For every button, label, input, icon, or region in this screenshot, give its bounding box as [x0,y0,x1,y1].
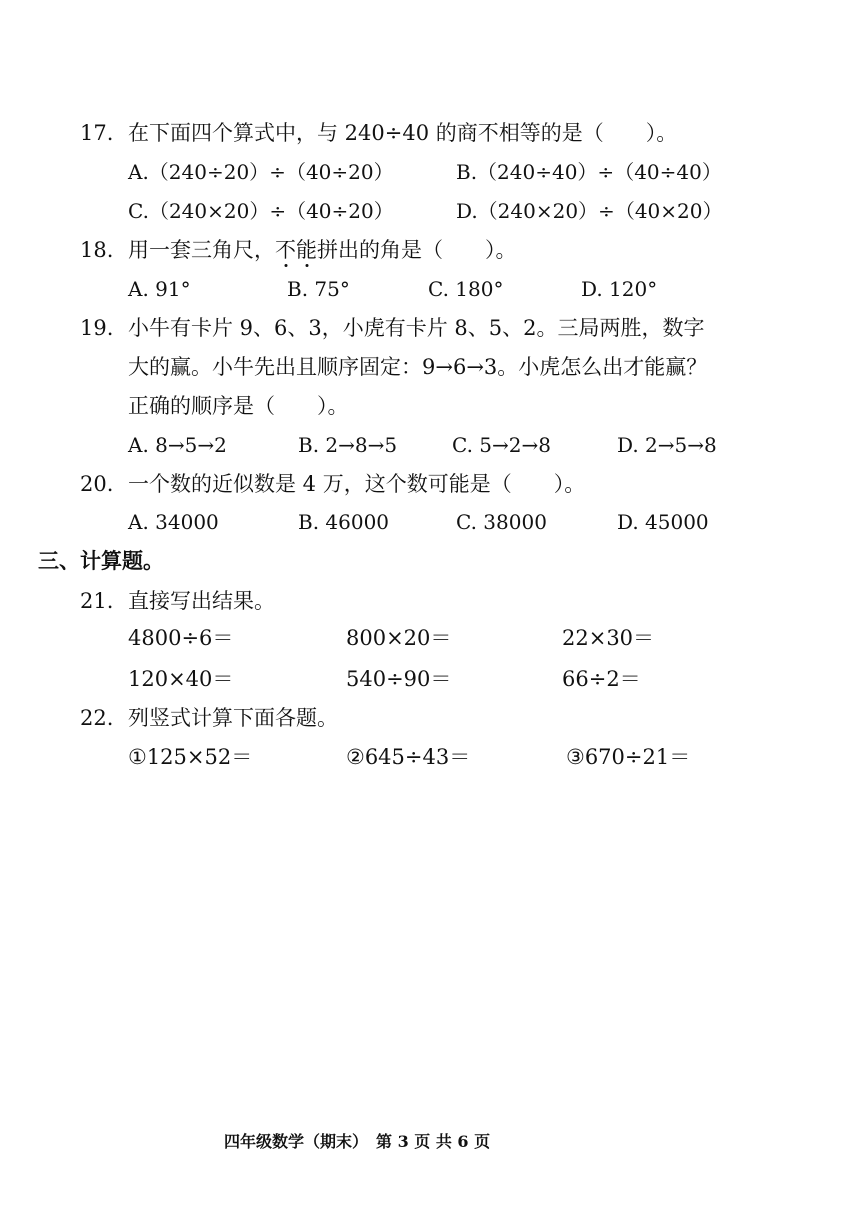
option-d: D. 120° [581,277,658,301]
question-stem-line: 正确的顺序是（ ）。 [128,394,349,418]
option-b: B. 75° [287,277,350,301]
option-c: C. 180° [428,277,504,301]
section-title: 三、计算题。 [38,548,164,573]
question-number: 21. [80,589,114,613]
option-d: D. 45000 [617,510,709,534]
emphasis-char: 不 [275,235,296,265]
option-a: A. 8→5→2 [128,433,227,457]
option-a: A. 91° [128,277,191,301]
stem-text: 拼出的角是（ ）。 [317,238,517,262]
option-a: A.（240÷20）÷（40÷20） [128,160,394,184]
question-stem [128,235,517,265]
option-c: C.（240×20）÷（40÷20） [128,199,394,223]
option-d: D. 2→5→8 [617,433,717,457]
option-b: B. 2→8→5 [298,433,398,457]
question-number: 18. [80,238,114,262]
calc-item: 66÷2＝ [562,667,641,691]
option-c: C. 38000 [456,510,547,534]
page-footer: 四年级数学（期末） 第 3 页 共 6 页 [224,1132,491,1151]
question-stem: 在下面四个算式中，与 240÷40 的商不相等的是（ ）。 [128,121,678,145]
question-stem: 直接写出结果。 [128,589,275,613]
calc-item: 800×20＝ [346,626,452,650]
option-a: A. 34000 [128,510,219,534]
question-number: 17. [80,121,114,145]
question-stem-line: 小牛有卡片 9、6、3，小虎有卡片 8、5、2。三局两胜，数字 [128,316,705,340]
question-stem: 列竖式计算下面各题。 [128,706,338,730]
calc-item: 540÷90＝ [346,667,452,691]
question-stem: 一个数的近似数是 4 万，这个数可能是（ ）。 [128,472,586,496]
question-number: 19. [80,316,114,340]
calc-item: ②645÷43＝ [346,745,471,769]
calc-item: 22×30＝ [562,626,655,650]
option-b: B. 46000 [298,510,390,534]
calc-item: 4800÷6＝ [128,626,234,650]
calc-item: 120×40＝ [128,667,234,691]
option-c: C. 5→2→8 [452,433,551,457]
stem-text: 用一套三角尺， [128,238,275,262]
calc-item: ①125×52＝ [128,745,253,769]
calc-item: ③670÷21＝ [566,745,691,769]
emphasis-char: 能 [296,235,317,265]
option-d: D.（240×20）÷（40×20） [456,199,723,223]
question-stem-line: 大的赢。小牛先出且顺序固定：9→6→3。小虎怎么出才能赢？ [128,355,708,379]
question-number: 22. [80,706,114,730]
question-number: 20. [80,472,114,496]
option-b: B.（240÷40）÷（40÷40） [456,160,722,184]
